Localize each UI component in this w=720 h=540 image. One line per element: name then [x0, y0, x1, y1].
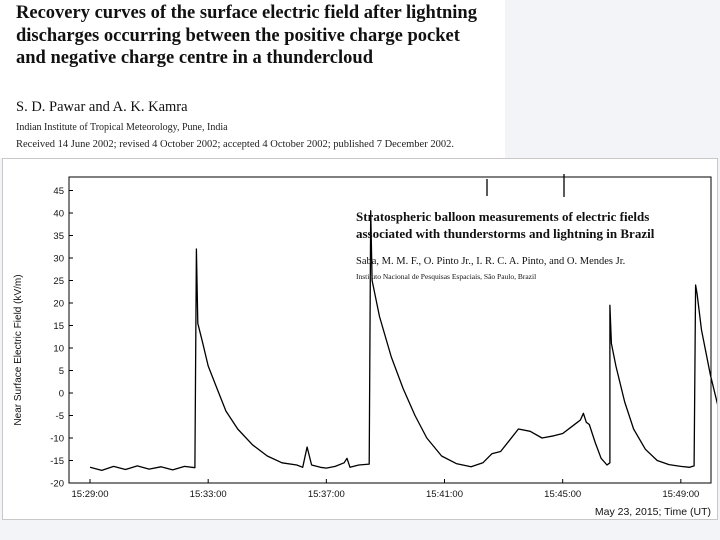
x-tick-label: 15:33:00: [189, 489, 227, 500]
slide-bottom-margin: [0, 520, 720, 540]
y-tick-label: 45: [53, 186, 64, 197]
paper-title: Recovery curves of the surface electric field after lightning discharges occurring between the positive charge pocket and negative charge centre in a thundercloud: [16, 3, 477, 68]
overlay-paper-title: Stratospheric balloon measurements of electric fields associated with thunderstorms and lightning in Brazil: [356, 209, 655, 241]
x-axis-label: May 23, 2015; Time (UT): [594, 506, 711, 518]
paper-affiliation: Indian Institute of Tropical Meteorology, Pune, India: [16, 122, 228, 133]
x-tick-label: 15:45:00: [544, 489, 582, 500]
overlay-paper-authors: Saba, M. M. F., O. Pinto Jr., I. R. C. A. Pinto, and O. Mendes Jr.: [356, 256, 626, 267]
y-axis-label: Near Surface Electric Field (kV/m): [13, 274, 24, 426]
slide-margin: [505, 0, 720, 158]
y-tick-label: -20: [50, 478, 64, 490]
x-tick-label: 15:41:00: [426, 489, 463, 500]
x-tick-label: 15:49:00: [662, 489, 700, 500]
overlay-paper-header: [350, 204, 680, 294]
y-tick-label: 0: [58, 388, 64, 400]
y-tick-label: 20: [53, 298, 64, 310]
overlay-paper-affiliation: Instituto Nacional de Pesquisas Espaciais, São Paulo, Brazil: [356, 272, 537, 281]
y-tick-label: 25: [53, 276, 64, 287]
y-tick-label: -15: [50, 456, 64, 467]
y-tick-label: -10: [50, 433, 64, 445]
paper-authors: S. D. Pawar and A. K. Kamra: [16, 99, 188, 115]
y-tick-label: 5: [58, 366, 64, 377]
y-tick-label: 15: [53, 321, 64, 332]
y-tick-label: 10: [53, 343, 64, 355]
y-tick-label: -5: [55, 411, 64, 422]
paper-header: [0, 0, 505, 158]
x-tick-label: 15:37:00: [307, 489, 345, 500]
y-tick-label: 40: [53, 208, 64, 220]
x-tick-label: 15:29:00: [71, 489, 109, 500]
y-tick-label: 35: [53, 231, 64, 242]
y-tick-label: 30: [53, 253, 64, 265]
paper-dates: Received 14 June 2002; revised 4 October 2002; accepted 4 October 2002; published 7 December 2002.: [16, 139, 454, 150]
